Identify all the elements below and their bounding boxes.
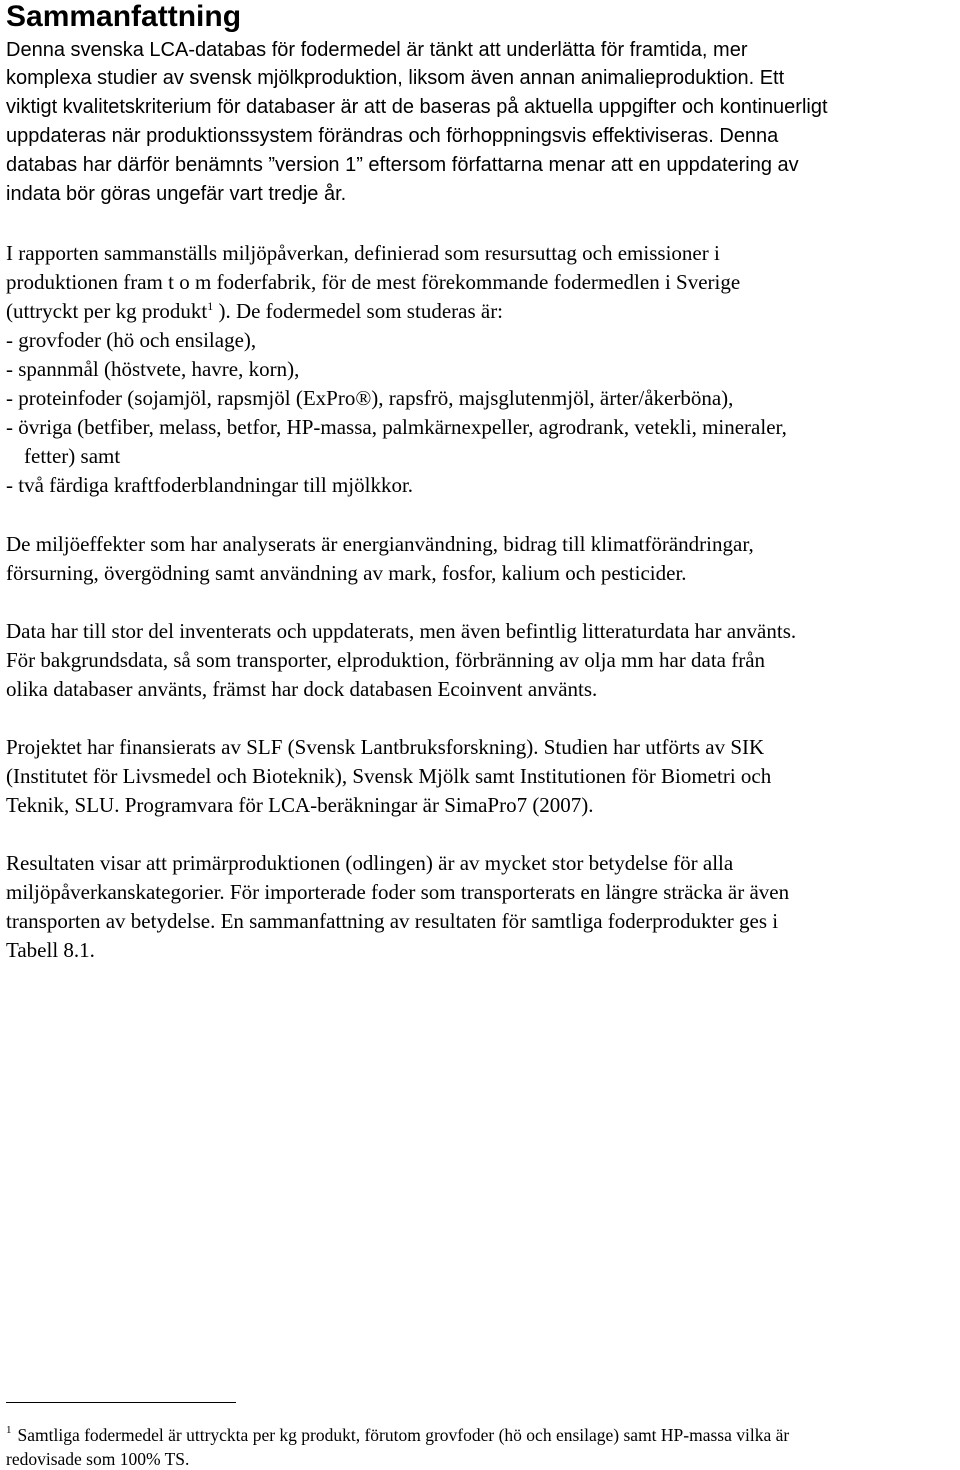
paragraph-line: Teknik, SLU. Programvara för LCA-beräkningar är SimaPro7 (2007). [6,793,594,817]
paragraph-line: De miljöeffekter som har analyserats är energianvändning, bidrag till klimatförändringar, [6,532,754,556]
paragraph-line: Projektet har finansierats av SLF (Svensk Lantbruksforskning). Studien har utförts av SIK [6,735,765,759]
page-title: Sammanfattning [6,0,242,33]
footnote-mark: 1 [6,1424,12,1436]
intro-line: komplexa studier av svensk mjölkproduktion, liksom även annan animalieproduktion. Ett [6,67,785,89]
scope-line [6,299,503,323]
scope-line-text: ). De fodermedel som studeras är: [213,299,504,323]
list-item: - proteinfoder (sojamjöl, rapsmjöl (ExPro®), rapsfrö, majsglutenmjöl, ärter/åkerböna), [6,386,734,410]
paragraph-line: olika databaser använts, främst har dock databasen Ecoinvent använts. [6,677,598,701]
footnote-line: redovisade som 100% TS. [6,1449,190,1469]
scope-line: produktionen fram t o m foderfabrik, för de mest förekommande fodermedlen i Sverige [6,270,741,294]
footnote-reference: 1 [207,299,214,313]
paragraph-line: försurning, övergödning samt användning av mark, fosfor, kalium och pesticider. [6,561,687,585]
footnote-text: Samtliga fodermedel är uttryckta per kg produkt, förutom grovfoder (hö och ensilage) samt HP-massa vilka är [17,1425,790,1445]
intro-line: indata bör göras ungefär vart tredje år. [6,183,347,205]
paragraph-line: (Institutet för Livsmedel och Bioteknik), Svensk Mjölk samt Institutionen för Biometri och [6,764,772,788]
footnote-divider [6,1402,236,1403]
list-item-continuation: fetter) samt [24,444,121,468]
list-item: - övriga (betfiber, melass, betfor, HP-massa, palmkärnexpeller, agrodrank, vetekli, mineraler, [6,415,787,439]
intro-line: databas har därför benämnts ”version 1” eftersom författarna menar att en uppdatering av [6,154,799,176]
list-item: - grovfoder (hö och ensilage), [6,328,257,352]
paragraph-line: miljöpåverkanskategorier. För importerade foder som transporterats en längre sträcka är även [6,880,790,904]
paragraph-line: Data har till stor del inventerats och uppdaterats, men även befintlig litteraturdata har använts. [6,619,797,643]
scope-line: I rapporten sammanställs miljöpåverkan, definierad som resursuttag och emissioner i [6,241,720,265]
paragraph-line: Tabell 8.1. [6,938,95,962]
paragraph-line: För bakgrundsdata, så som transporter, elproduktion, förbränning av olja mm har data från [6,648,766,672]
paragraph-line: transporten av betydelse. En sammanfattning av resultaten för samtliga foderprodukter ges i [6,909,779,933]
list-item: - två färdiga kraftfoderblandningar till mjölkkor. [6,473,414,497]
footnote-line [6,1424,789,1446]
intro-line: Denna svenska LCA-databas för fodermedel är tänkt att underlätta för framtida, mer [6,39,748,61]
list-item: - spannmål (höstvete, havre, korn), [6,357,300,381]
intro-line: uppdateras när produktionssystem förändras och förhoppningsvis effektiviseras. Denna [6,125,779,147]
paragraph-line: Resultaten visar att primärproduktionen (odlingen) är av mycket stor betydelse för alla [6,851,734,875]
intro-line: viktigt kvalitetskriterium för databaser är att de baseras på aktuella uppgifter och kontinuerligt [6,96,828,118]
scope-line-text: (uttryckt per kg produkt [6,299,208,323]
